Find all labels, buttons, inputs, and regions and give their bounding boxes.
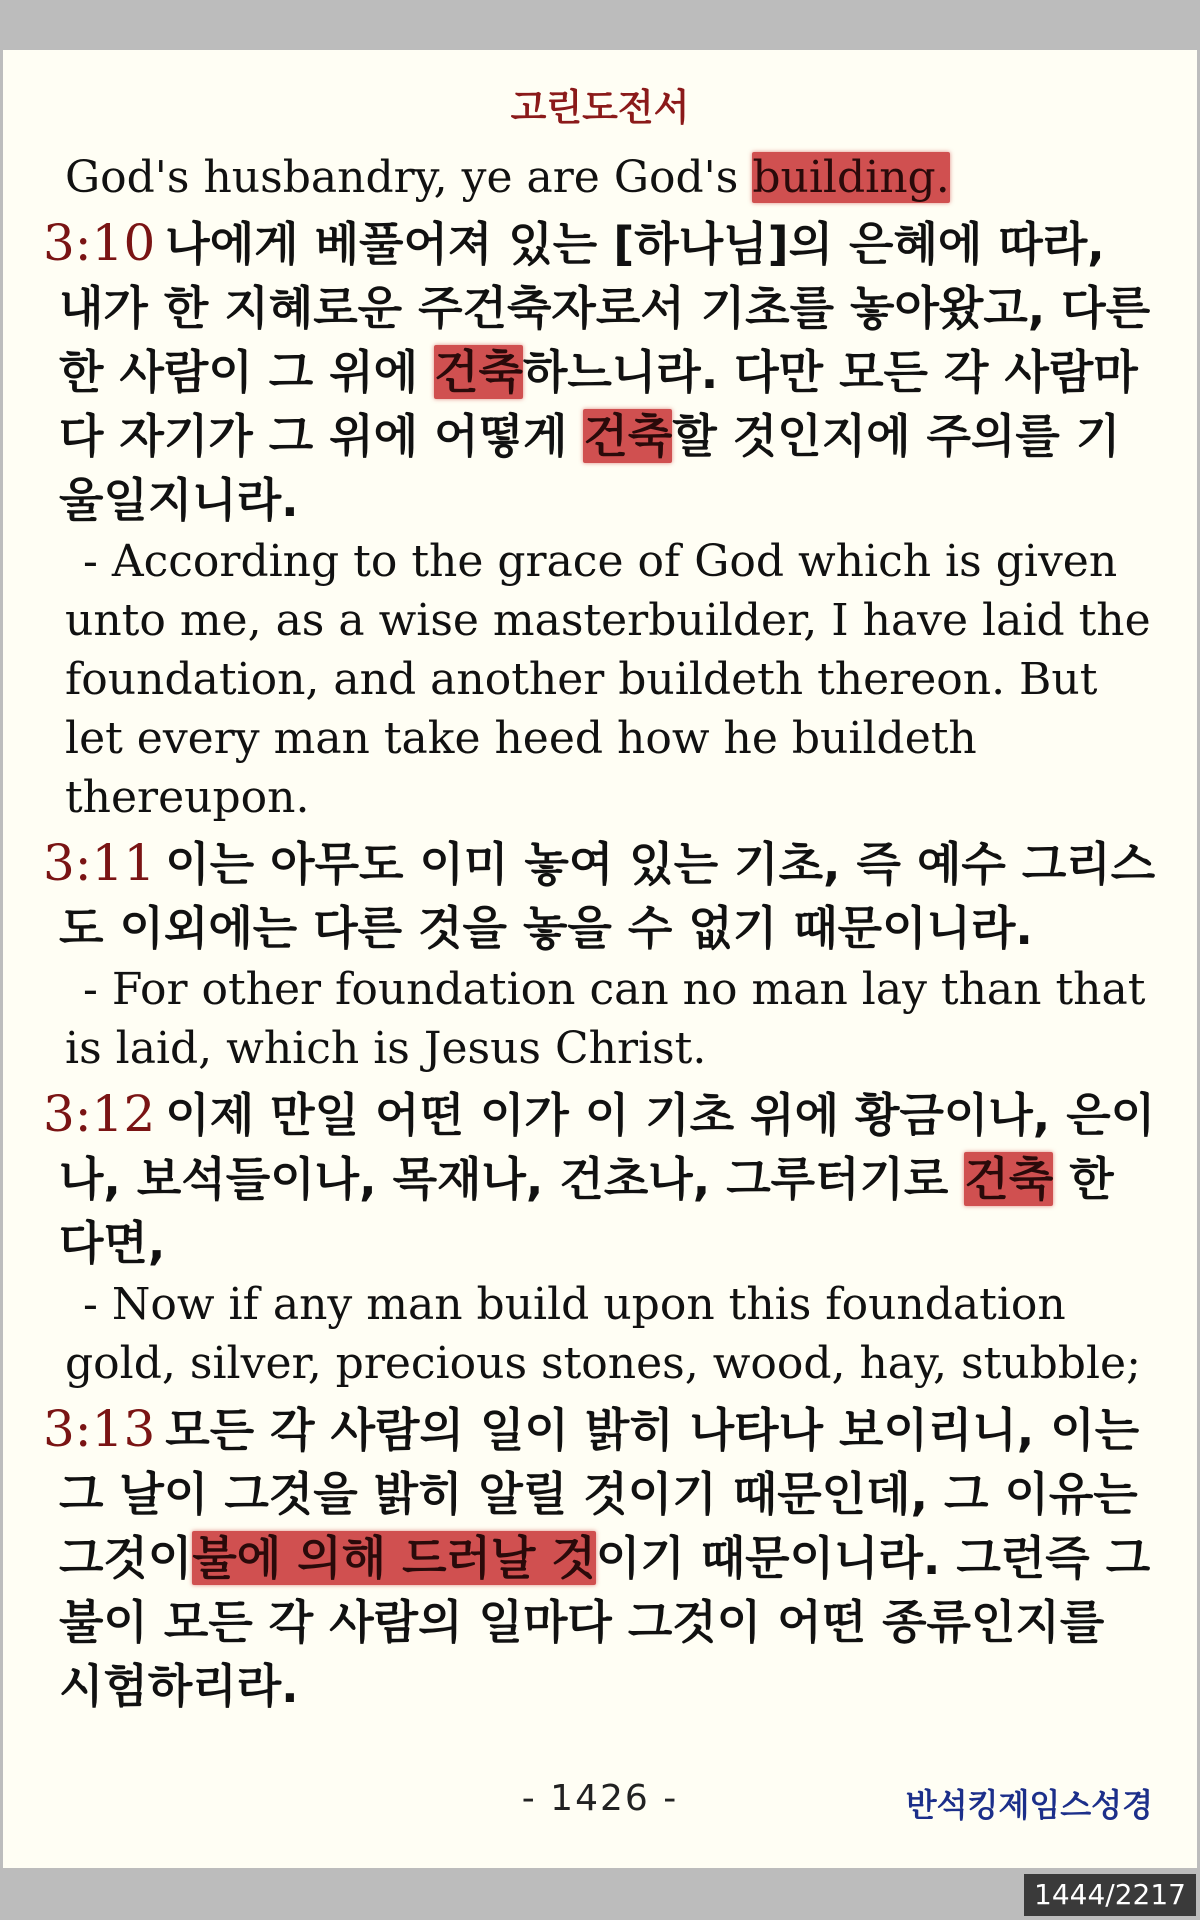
verse-text: 이는 아무도 이미 놓여 있는 기초, 즉 예수 그리스도 이외에는 다른 것을 놓을 수 없기 때문이니라. xyxy=(59,837,1156,955)
verse-number: 3:12 xyxy=(43,1085,156,1143)
lead-line xyxy=(3,148,1197,207)
highlight-geonchuk[interactable]: 건축 xyxy=(964,1152,1054,1206)
page-content xyxy=(3,148,1197,1718)
verse-korean xyxy=(3,1397,1197,1718)
verse-text: 모든 각 사람의 일이 밝히 나타나 보이리니, 이는 그 날이 그것을 밝히 알릴 것이기 때문인데, 그 이유는 그것이 xyxy=(59,1403,1140,1585)
verse-3-13 xyxy=(3,1397,1197,1718)
highlight-building[interactable]: building. xyxy=(752,152,950,203)
verse-3-12 xyxy=(3,1082,1197,1393)
verse-korean xyxy=(3,211,1197,532)
verse-korean xyxy=(3,1082,1197,1275)
page-number: - 1426 - xyxy=(521,1778,679,1819)
highlight-geonchuk[interactable]: 건축 xyxy=(583,409,673,463)
verse-number: 3:11 xyxy=(43,834,156,892)
verse-number: 3:13 xyxy=(43,1400,156,1458)
verse-text: 한다면, xyxy=(59,1152,1114,1270)
top-status-bar xyxy=(0,0,1200,50)
book-title: 고린도전서 xyxy=(510,86,690,129)
highlight-geonchuk[interactable]: 건축 xyxy=(434,345,523,399)
bible-brand: 반석킹제임스성경 xyxy=(905,1786,1153,1824)
highlight-fire[interactable]: 불에 의해 드러날 것 xyxy=(192,1531,596,1585)
verse-3-11 xyxy=(3,831,1197,1078)
verse-3-10 xyxy=(3,211,1197,827)
verse-text: 이제 만일 어떤 이가 이 기초 위에 황금이나, 은이나, 보석들이나, 목재나, 건초나, 그루터기로 xyxy=(59,1088,1156,1206)
verse-english: - According to the grace of God which is given unto me, as a wise masterbuilder, I have laid the foundation, and another buildeth thereon. But let every man take heed how he buildeth thereupon. xyxy=(65,536,1151,823)
verse-text: 할 것인지에 주의를 기울일지니라. xyxy=(59,409,1121,527)
verse-english: - Now if any man build upon this foundation gold, silver, precious stones, wood, hay, stubble; xyxy=(65,1279,1141,1389)
verse-korean xyxy=(3,831,1197,960)
lead-text: God's husbandry, ye are God's xyxy=(65,152,739,203)
verse-english: - For other foundation can no man lay than that is laid, which is Jesus Christ. xyxy=(65,964,1146,1074)
bible-page[interactable] xyxy=(3,50,1197,1868)
verse-number: 3:10 xyxy=(43,214,156,272)
page-position-counter: 1444/2217 xyxy=(1024,1874,1196,1916)
bottom-bar xyxy=(0,1868,1200,1920)
verse-text: 이기 때문이니라. 그런즉 그 불이 모든 각 사람의 일마다 그것이 어떤 종류인지를 시험하리라. xyxy=(59,1531,1151,1713)
verse-text: 나에게 베풀어져 있는 [하나님]의 은혜에 따라, 내가 한 지혜로운 주건축자로서 기초를 놓아왔고, 다른 한 사람이 그 위에 xyxy=(59,217,1151,399)
verse-text: 하느니라. 다만 모든 각 사람마다 자기가 그 위에 어떻게 xyxy=(59,345,1138,463)
